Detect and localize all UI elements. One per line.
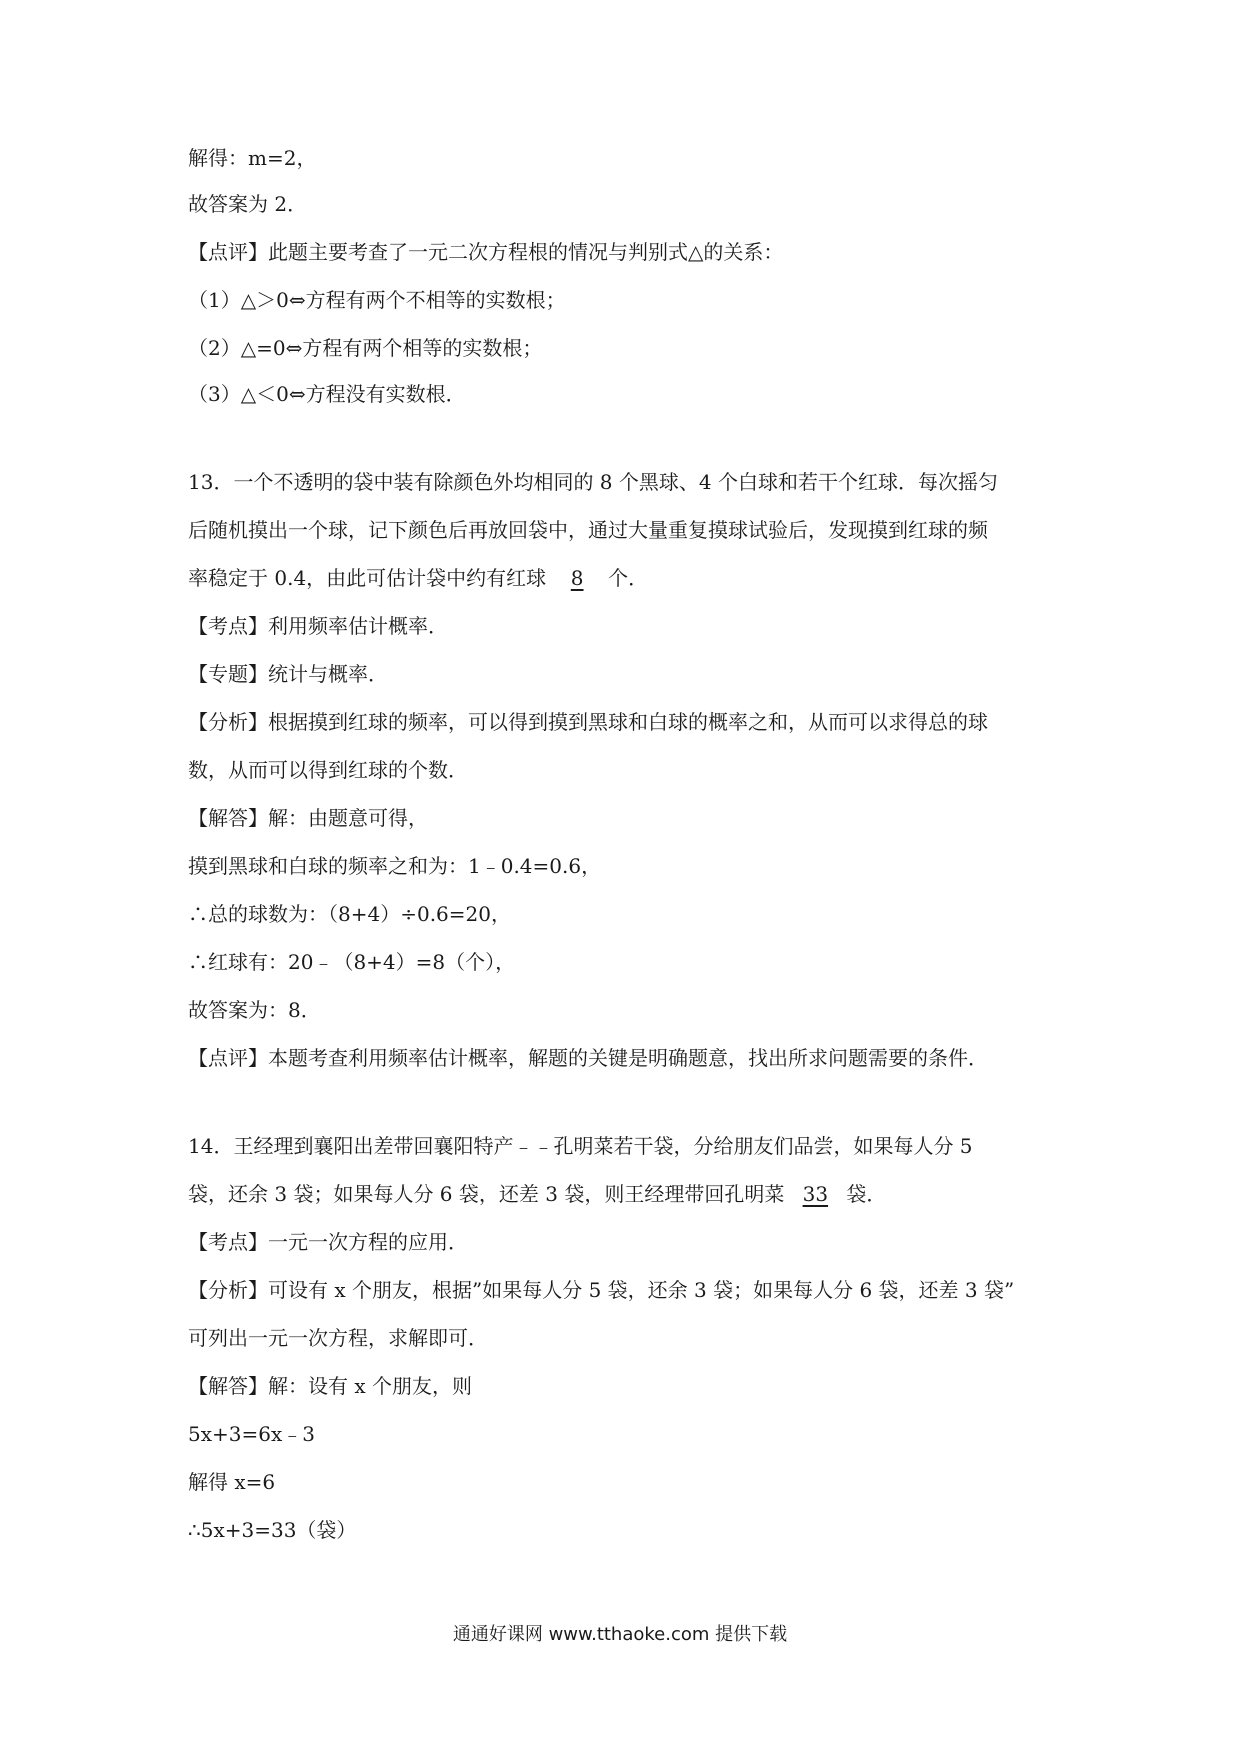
q13-jieda-5: 故答案为：8．: [188, 998, 321, 1022]
q13-dianping: 【点评】本题考查利用频率估计概率，解题的关键是明确题意，找出所求问题需要的条件．: [188, 1046, 988, 1070]
footer-source: 通通好课网 www.tthaoke.com 提供下载: [452, 1624, 788, 1645]
q13-zhuanti: 【专题】统计与概率．: [188, 662, 388, 686]
q14-jieda-1: 【解答】解：设有 x 个朋友，则: [188, 1374, 472, 1398]
q13-answer-blank: 8: [570, 566, 584, 590]
q14-stem-2-post: 袋．: [846, 1182, 887, 1206]
q14-fenxi-2: 可列出一元一次方程，求解即可．: [188, 1326, 488, 1350]
case-3: （3）△＜0⇔方程没有实数根．: [188, 382, 466, 406]
q13-stem-2: 后随机摸出一个球，记下颜色后再放回袋中，通过大量重复摸球试验后，发现摸到红球的频: [188, 518, 988, 542]
q14-stem-1: 14．王经理到襄阳出差带回襄阳特产﹣﹣孔明菜若干袋，分给朋友们品尝，如果每人分 5: [188, 1134, 973, 1158]
comment-line: 【点评】此题主要考查了一元二次方程根的情况与判别式△的关系：: [188, 240, 784, 264]
answer-line: 故答案为 2．: [188, 192, 308, 216]
q14-jieda-2: 5x+3=6x﹣3: [188, 1422, 315, 1446]
q14-answer-blank: 33: [802, 1182, 829, 1206]
q14-fenxi-1: 【分析】可设有 x 个朋友，根据”如果每人分 5 袋，还余 3 袋；如果每人分 6 袋，还差 3 袋”: [188, 1278, 1015, 1302]
q13-fenxi-1: 【分析】根据摸到红球的频率，可以得到摸到黑球和白球的概率之和，从而可以求得总的球: [188, 710, 988, 734]
q13-jieda-2: 摸到黑球和白球的频率之和为：1﹣0.4=0.6，: [188, 854, 602, 878]
q14-jieda-3: 解得 x=6: [188, 1470, 276, 1494]
q13-kaodian: 【考点】利用频率估计概率．: [188, 614, 448, 638]
q13-stem-3: [188, 564, 648, 592]
q13-fenxi-2: 数，从而可以得到红球的个数．: [188, 758, 468, 782]
case-1: （1）△＞0⇔方程有两个不相等的实数根；: [188, 288, 566, 312]
q13-stem-3-pre: 率稳定于 0.4，由此可估计袋中约有红球: [188, 566, 547, 590]
q14-stem-2-pre: 袋，还余 3 袋；如果每人分 6 袋，还差 3 袋，则王经理带回孔明菜: [188, 1182, 785, 1206]
q13-jieda-3: ∴总的球数为：（8+4）÷0.6=20，: [188, 902, 511, 926]
case-2: （2）△=0⇔方程有两个相等的实数根；: [188, 336, 543, 360]
q14-kaodian: 【考点】一元一次方程的应用．: [188, 1230, 468, 1254]
q13-stem-1: 13．一个不透明的袋中装有除颜色外均相同的 8 个黑球、4 个白球和若干个红球．每次摇匀: [188, 470, 998, 494]
q14-stem-2: [188, 1180, 886, 1208]
solution-line: 解得：m=2，: [188, 146, 317, 170]
q13-jieda-1: 【解答】解：由题意可得，: [188, 806, 428, 830]
q13-stem-3-post: 个．: [608, 566, 649, 590]
q13-jieda-4: ∴红球有：20﹣（8+4）=8（个），: [188, 950, 516, 974]
q14-jieda-4: ∴5x+3=33（袋）: [188, 1518, 357, 1542]
